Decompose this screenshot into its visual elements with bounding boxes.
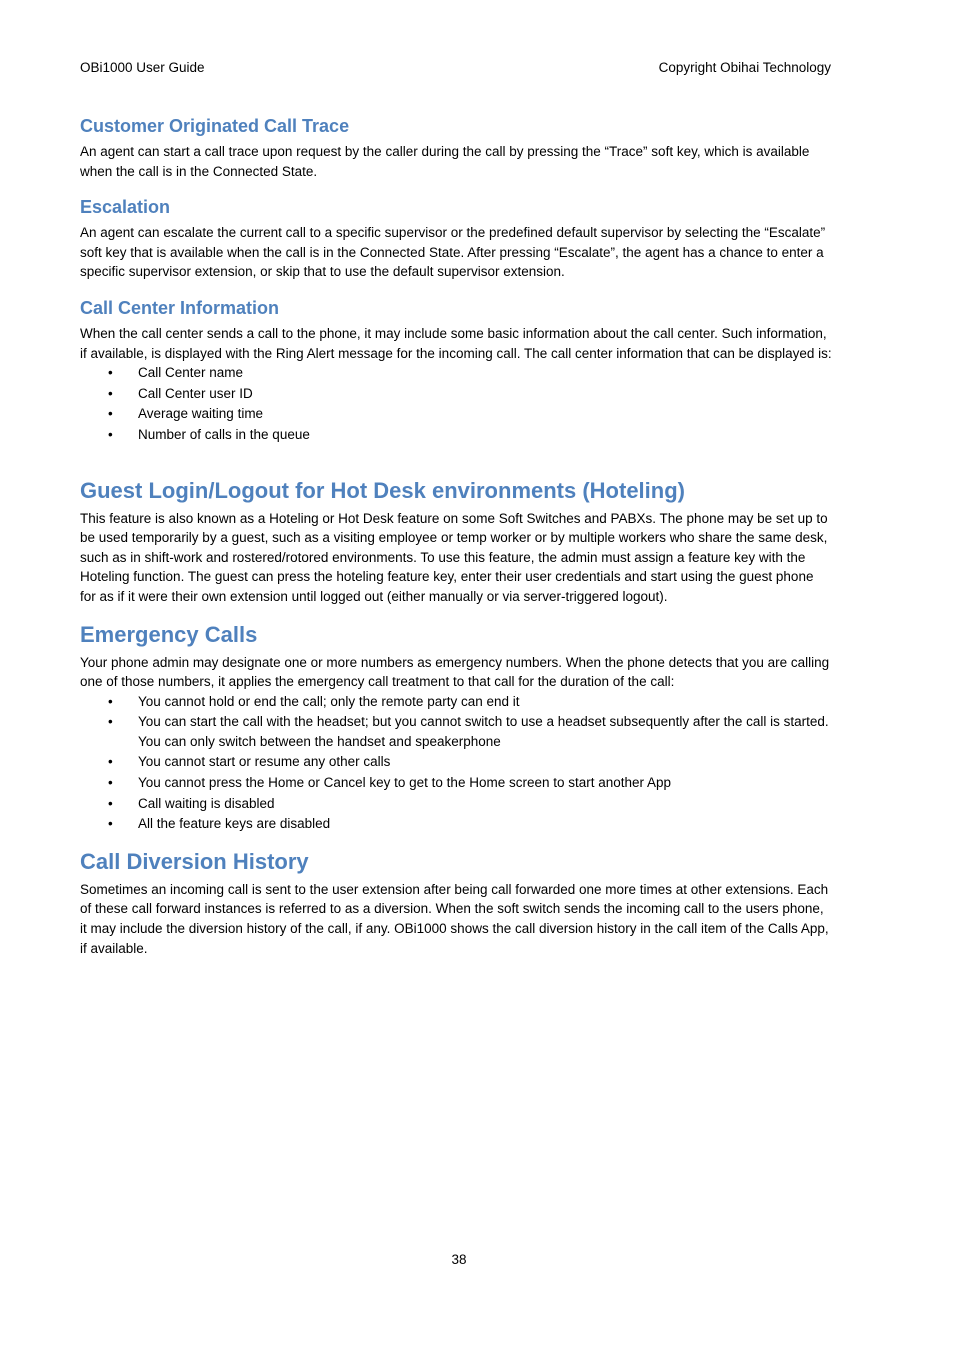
paragraph-escalation: An agent can escalate the current call to a specific supervisor or the predefined default supervisor by selecting the “Escalate” soft key that is available when the call is in the Connected State. After pressing “Escalate”, the agent has a chance to enter a specific supervisor extension, or skip that to use the default supervisor extension. bbox=[80, 225, 826, 280]
call-center-info-list bbox=[80, 363, 832, 444]
paragraph-emergency-calls: Your phone admin may designate one or more numbers as emergency numbers. When the phone detects that you are calling one of those numbers, it applies the emergency call treatment to that call for the duration of the call: bbox=[80, 654, 830, 690]
list-item: • Call waiting is disabled bbox=[80, 794, 832, 814]
paragraph-call-center-info: When the call center sends a call to the phone, it may include some basic information about the call center. Such information, if available, is displayed with the Ring Alert message for the incoming call. The call center information that can be displayed is: bbox=[80, 325, 832, 361]
list-item: • Average waiting time bbox=[80, 404, 832, 424]
header-doc-title: OBi1000 User Guide bbox=[80, 60, 205, 75]
emergency-calls-list bbox=[80, 692, 832, 834]
heading-emergency-calls: Emergency Calls bbox=[80, 621, 258, 647]
list-item: • You cannot start or resume any other calls bbox=[80, 752, 832, 772]
page-number: 38 bbox=[451, 1252, 467, 1267]
list-item: • You cannot press the Home or Cancel key to get to the Home screen to start another App bbox=[80, 773, 832, 793]
heading-call-trace: Customer Originated Call Trace bbox=[80, 116, 350, 136]
header-copyright: Copyright Obihai Technology bbox=[658, 60, 831, 75]
list-item: • Number of calls in the queue bbox=[80, 425, 832, 445]
heading-call-diversion-history: Call Diversion History bbox=[80, 848, 309, 874]
heading-hoteling: Guest Login/Logout for Hot Desk environments (Hoteling) bbox=[80, 477, 685, 503]
heading-call-center-info: Call Center Information bbox=[80, 297, 280, 318]
list-item: • Call Center user ID bbox=[80, 384, 832, 404]
paragraph-hoteling: This feature is also known as a Hoteling or Hot Desk feature on some Soft Switches and PABXs. The phone may be set up to be used temporarily by a guest, such as a visiting employee or temp worker or by multiple workers who share the same desk, such as in shift-work and rostered/rotored environments. To use this feature, the admin must assign a feature key with the Hoteling function. The guest can press the hoteling feature key, enter their user credentials and start using the guest phone for as if it were their own extension until logged out (either manually or via server-triggered logout). bbox=[80, 510, 828, 604]
list-item: • You cannot hold or end the call; only the remote party can end it bbox=[80, 692, 832, 712]
list-item: • You can start the call with the headset; but you cannot switch to use a headset subsequently after the call is started. You can only switch between the handset and speakerphone bbox=[80, 712, 832, 751]
list-item: • All the feature keys are disabled bbox=[80, 814, 832, 834]
paragraph-call-trace: An agent can start a call trace upon request by the caller during the call by pressing the “Trace” soft key, which is available when the call is in the Connected State. bbox=[80, 144, 810, 179]
heading-escalation: Escalation bbox=[80, 197, 171, 218]
document-body bbox=[80, 114, 832, 958]
list-item: • Call Center name bbox=[80, 363, 832, 383]
paragraph-call-diversion-history: Sometimes an incoming call is sent to the user extension after being call forwarded one more times at other extensions. Each of these call forward instances is referred to as a diversion. When the soft switch sends the incoming call to the users phone, it may include the diversion history of the call, if any. OBi1000 shows the call diversion history in the call item of the Calls App, if available. bbox=[80, 881, 829, 956]
